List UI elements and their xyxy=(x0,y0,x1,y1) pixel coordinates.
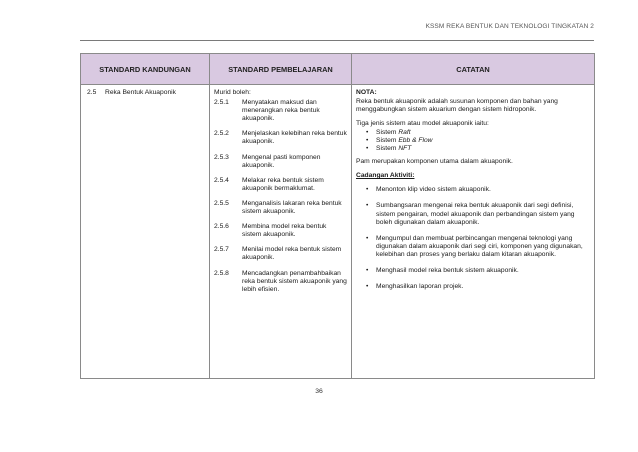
bullet-icon: • xyxy=(366,283,369,291)
learning-standard-item xyxy=(214,270,347,294)
learning-standard-text: Menyatakan maksud dan menerangkan reka bentuk akuaponik. xyxy=(242,99,320,123)
learning-standard-list xyxy=(214,99,347,294)
learning-intro: Murid boleh: xyxy=(214,89,251,96)
column-header-learning-standard: STANDARD PEMBELAJARAN xyxy=(210,54,352,85)
learning-standard-text: Melakar reka bentuk sistem akuaponik bermaklumat. xyxy=(242,176,324,192)
system-type-name: Raft xyxy=(398,129,411,137)
curriculum-table xyxy=(80,53,595,379)
learning-standard-number: 2.5.6 xyxy=(214,223,229,231)
bullet-icon: • xyxy=(366,202,369,210)
bullet-icon: • xyxy=(366,234,369,242)
activity-item xyxy=(356,283,590,291)
content-standard-number: 2.5 xyxy=(87,89,97,96)
content-standard-cell xyxy=(81,85,210,379)
learning-standard-item xyxy=(214,177,347,193)
notes-cell xyxy=(352,85,595,379)
activity-text: Menghasil model reka bentuk sistem akuaponik. xyxy=(376,267,519,274)
learning-standard-cell xyxy=(210,85,352,379)
learning-standard-item xyxy=(214,130,347,146)
learning-standard-item xyxy=(214,246,347,262)
running-header: KSSM REKA BENTUK DAN TEKNOLOGI TINGKATAN 2 xyxy=(425,23,594,30)
learning-standard-text: Menjelaskan kelebihan reka bentuk akuaponik. xyxy=(242,130,347,146)
bullet-icon: • xyxy=(366,129,369,137)
table-header-row xyxy=(81,54,595,85)
nota-paragraph-pump: Pam merupakan komponen utama dalam akuaponik. xyxy=(356,158,513,166)
learning-standard-text: Mengenal pasti komponen akuaponik. xyxy=(242,153,321,169)
system-type-item xyxy=(356,137,590,145)
learning-standard-item xyxy=(214,223,347,239)
system-type-prefix: Sistem xyxy=(376,136,397,144)
nota-paragraph-system-types: Tiga jenis sistem atau model akuaponik iaitu: xyxy=(356,120,489,128)
activities-title: Cadangan Aktiviti: xyxy=(356,172,415,180)
learning-standard-text: Menganalisis lakaran reka bentuk sistem akuaponik. xyxy=(242,199,342,216)
learning-standard-number: 2.5.4 xyxy=(214,176,229,184)
learning-standard-text: Mencadangkan penambahbaikan reka bentuk sistem akuaponik yang lebih efisien. xyxy=(242,269,347,293)
system-type-prefix: Sistem xyxy=(376,129,397,137)
learning-standard-number: 2.5.5 xyxy=(214,199,229,207)
bullet-icon: • xyxy=(366,136,369,144)
learning-standard-item xyxy=(214,154,347,170)
activity-text: Sumbangsaran mengenai reka bentuk akuaponik dari segi definisi, sistem pengairan, model akuaponik dan perbandingan sistem yang boleh digunakan dalam akuaponik. xyxy=(376,202,575,226)
activity-text: Mengumpul dan membuat perbincangan mengenai teknologi yang digunakan dalam akuaponik dari segi ciri, komponen yang digunakan, kelebihan dan proses yang berlaku dalam kitaran akuaponik. xyxy=(376,234,583,258)
bullet-icon: • xyxy=(366,144,369,152)
activity-item xyxy=(356,202,590,226)
nota-title: NOTA: xyxy=(356,89,377,96)
system-type-prefix: Sistem xyxy=(376,144,397,152)
content-standard-title: Reka Bentuk Akuaponik xyxy=(105,89,177,96)
learning-standard-number: 2.5.8 xyxy=(214,269,229,277)
learning-standard-number: 2.5.3 xyxy=(214,153,229,161)
learning-standard-number: 2.5.1 xyxy=(214,99,229,107)
learning-standard-item xyxy=(214,99,347,123)
nota-paragraph-definition: Reka bentuk akuaponik adalah susunan komponen dan bahan yang menggabungkan sistem akuarium dengan sistem hidroponik. xyxy=(356,98,558,114)
activity-text: Menghasilkan laporan projek. xyxy=(376,283,464,291)
system-type-item xyxy=(356,129,590,137)
learning-standard-item xyxy=(214,200,347,216)
activity-item xyxy=(356,267,590,275)
bullet-icon: • xyxy=(366,186,369,194)
column-header-notes: CATATAN xyxy=(352,54,595,85)
bullet-icon: • xyxy=(366,267,369,274)
learning-standard-number: 2.5.2 xyxy=(214,130,229,138)
table-row xyxy=(81,85,595,379)
activities-list xyxy=(356,186,590,291)
page-number: 36 xyxy=(315,388,323,395)
learning-standard-text: Membina model reka bentuk sistem akuaponik. xyxy=(242,223,327,239)
activity-item xyxy=(356,235,590,259)
system-type-item xyxy=(356,145,590,153)
system-type-name: Ebb & Flow xyxy=(398,136,433,144)
learning-standard-number: 2.5.7 xyxy=(214,246,229,254)
learning-standard-text: Menilai model reka bentuk sistem akuaponik. xyxy=(242,246,342,262)
activity-text: Menonton klip video sistem akuaponik. xyxy=(376,186,491,194)
system-types-list xyxy=(356,129,590,152)
column-header-content-standard: STANDARD KANDUNGAN xyxy=(81,54,210,85)
system-type-name: NFT xyxy=(398,144,412,152)
header-rule xyxy=(80,40,594,41)
activity-item xyxy=(356,186,590,194)
